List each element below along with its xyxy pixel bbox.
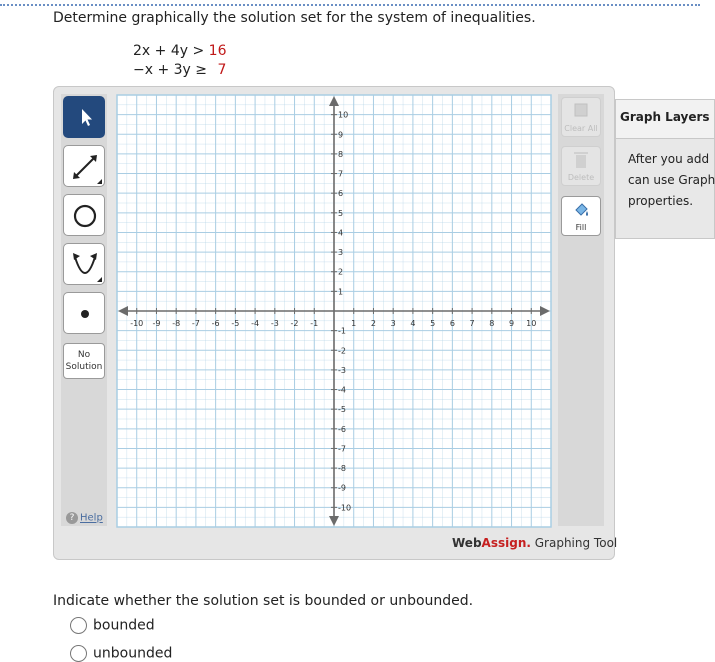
- inequality-2: [133, 62, 226, 78]
- pointer-arrow-icon: [64, 97, 106, 139]
- x-tick-label: -5: [231, 319, 240, 328]
- line-tool-button[interactable]: [63, 145, 105, 187]
- x-tick-label: -4: [251, 319, 260, 328]
- x-tick-label: -6: [211, 319, 220, 328]
- clear-all-label: Clear All: [564, 124, 598, 133]
- y-tick-label: -7: [338, 444, 346, 454]
- x-tick-label: -7: [191, 319, 200, 328]
- graph-layers-title: Graph Layers: [616, 100, 714, 139]
- y-tick-label: 3: [338, 248, 344, 258]
- unbounded-option[interactable]: [70, 645, 172, 662]
- x-tick-label: 10: [526, 319, 537, 328]
- bounded-label: bounded: [93, 617, 155, 634]
- paint-bucket-icon: [562, 197, 600, 223]
- x-tick-label: -8: [172, 319, 181, 328]
- circle-icon: [64, 195, 106, 237]
- x-tick-label: 8: [489, 319, 495, 328]
- help-icon: ?: [66, 512, 78, 524]
- y-tick-label: 5: [338, 208, 344, 218]
- x-tick-label: 2: [370, 319, 377, 328]
- help-label: Help: [80, 512, 103, 524]
- inequality-1-lhs: 2x + 4y >: [133, 43, 205, 59]
- x-tick-label: -2: [290, 319, 299, 328]
- point-tool-button[interactable]: [63, 292, 105, 334]
- y-tick-label: 10: [338, 110, 349, 120]
- brand-suffix: Graphing Tool: [530, 536, 618, 550]
- delete-button[interactable]: [561, 146, 601, 186]
- coordinate-grid[interactable]: [117, 95, 551, 527]
- x-tick-label: 6: [449, 319, 455, 328]
- brand-web: Web: [452, 536, 482, 550]
- x-tick-label: -3: [270, 319, 279, 328]
- dotted-divider: [0, 4, 700, 6]
- y-tick-label: -6: [338, 424, 346, 434]
- unbounded-label: unbounded: [93, 645, 173, 662]
- y-tick-label: 1: [338, 287, 344, 297]
- bounded-question: Indicate whether the solution set is bounded or unbounded.: [53, 593, 474, 609]
- pointer-tool-button[interactable]: [63, 96, 105, 138]
- y-tick-label: 6: [338, 189, 344, 199]
- y-tick-label: -1: [338, 326, 346, 336]
- x-tick-label: 4: [410, 319, 416, 328]
- clear-all-button[interactable]: [561, 97, 601, 137]
- point-icon: [64, 293, 106, 335]
- bounded-option[interactable]: [70, 617, 155, 634]
- graph-layers-panel: [615, 99, 715, 239]
- graph-layers-line1: After you add: [628, 152, 710, 166]
- y-tick-label: -4: [338, 385, 346, 395]
- circle-tool-button[interactable]: [63, 194, 105, 236]
- delete-label: Delete: [567, 173, 595, 182]
- x-tick-label: 7: [469, 319, 475, 328]
- y-tick-label: -3: [338, 365, 346, 375]
- no-solution-line1: No: [77, 350, 91, 360]
- parabola-icon: [64, 244, 106, 286]
- inequality-1-rhs: 16: [208, 43, 227, 59]
- x-tick-label: -9: [152, 319, 161, 328]
- y-tick-label: 7: [338, 169, 344, 179]
- y-tick-label: -5: [338, 405, 346, 415]
- x-tick-label: 9: [508, 319, 515, 328]
- graph-layers-line3: properties.: [628, 194, 694, 208]
- no-solution-button[interactable]: [63, 343, 105, 379]
- x-tick-label: 5: [430, 319, 436, 328]
- parabola-tool-button[interactable]: [63, 243, 105, 285]
- inequality-2-lhs: −x + 3y ≥: [133, 62, 208, 78]
- line-icon: [64, 146, 106, 188]
- inequality-2-rhs: 7: [217, 62, 227, 78]
- y-tick-label: -2: [338, 346, 346, 356]
- question-prompt: Determine graphically the solution set for the system of inequalities.: [53, 10, 536, 26]
- y-tick-label: 4: [338, 228, 344, 238]
- y-tick-label: -10: [338, 503, 352, 513]
- y-tick-label: -9: [338, 483, 346, 493]
- trash-icon: [562, 147, 600, 173]
- no-solution-line2: Solution: [65, 362, 103, 372]
- y-tick-label: 2: [338, 267, 344, 277]
- fill-label: Fill: [575, 223, 587, 232]
- x-tick-label: 3: [390, 319, 396, 328]
- y-tick-label: -8: [338, 464, 346, 474]
- graph-layers-line2: can use Graph: [628, 173, 715, 187]
- brand-assign: Assign.: [481, 536, 531, 550]
- unbounded-radio[interactable]: [70, 645, 87, 662]
- x-tick-label: 1: [351, 319, 357, 328]
- x-tick-label: -10: [130, 319, 144, 328]
- y-tick-label: 8: [338, 149, 344, 159]
- inequality-1: [133, 43, 226, 59]
- help-link[interactable]: [66, 512, 103, 524]
- webassign-brand: [452, 536, 617, 550]
- x-tick-label: -1: [310, 319, 319, 328]
- clear-all-icon: [562, 98, 600, 124]
- fill-button[interactable]: [561, 196, 601, 236]
- graph-layers-text: [616, 139, 714, 212]
- bounded-radio[interactable]: [70, 617, 87, 634]
- y-tick-label: 9: [338, 130, 344, 140]
